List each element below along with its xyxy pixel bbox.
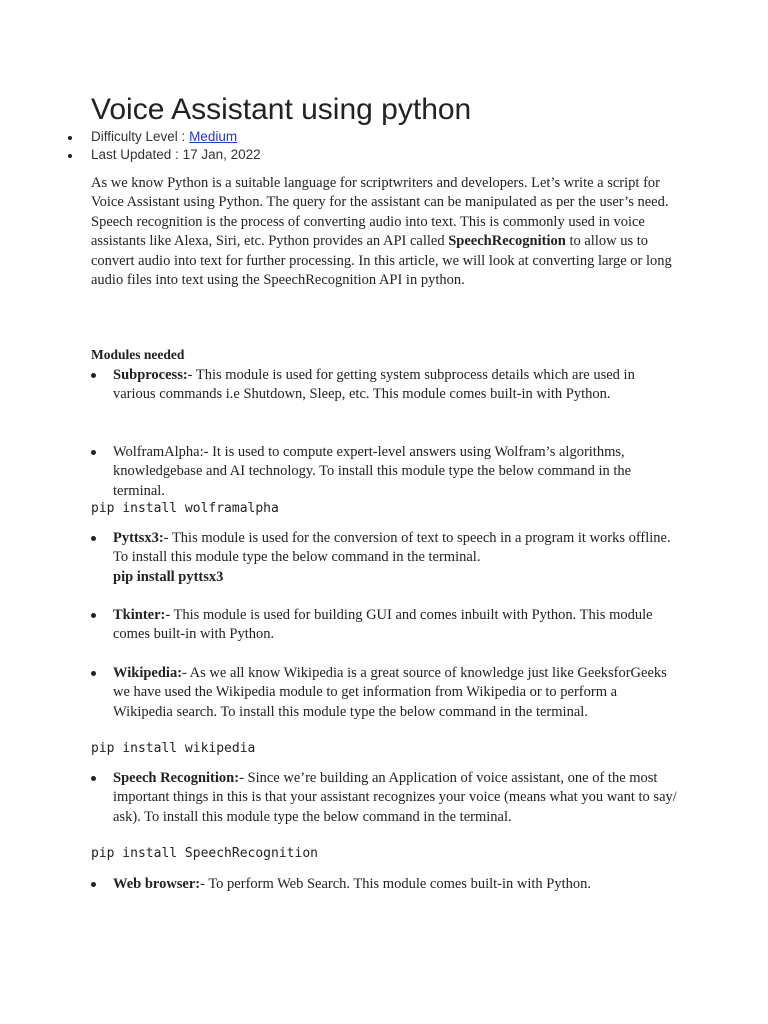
updated-label: Last Updated : [91,147,179,162]
difficulty-label: Difficulty Level : [91,129,186,144]
page-title: Voice Assistant using python [91,93,472,126]
module-item-subprocess [113,366,678,405]
difficulty-link[interactable]: Medium [189,129,238,144]
module-desc: - This module is used for getting system subprocess details which are used in various commands i.e Shutdown, Sleep, etc. This module comes built-in with Python. [113,367,635,403]
code-pyttsx3: pip install pyttsx3 [113,568,224,585]
module-desc: - It is used to compute expert-level answers using Wolfram’s algorithms, knowledgebase and AI technology. To install this module type the below command in the terminal. [113,444,632,499]
article-intro [91,174,681,290]
intro-paragraph-2 [91,213,681,291]
modules-heading: Modules needed [91,347,185,362]
module-item-wikipedia [113,664,678,722]
intro-paragraph-1: As we know Python is a suitable language for scriptwriters and developers. Let’s write a script for Voice Assistant using Python. The query for the assistant can be manipulated as per the user’s need. [91,175,669,211]
difficulty-item [0,128,261,146]
module-name: WolframAlpha: [113,444,204,460]
module-desc: - As we all know Wikipedia is a great source of knowledge just like GeeksforGeeks we have used the Wikipedia module to get information from Wikipedia or to perform a Wikipedia search. To install this module type the below command in the terminal. [113,665,667,720]
api-name: SpeechRecognition [448,233,566,250]
module-name: Web browser: [113,876,201,892]
module-name: Subprocess: [113,367,188,383]
module-item-pyttsx3 [113,529,678,587]
intro-text-a: Speech recognition is the process of converting audio into text. This is commonly used in voice assistants like Alexa, Siri, etc. Python provides an API called [91,213,645,250]
module-item-wolframalpha [113,443,678,501]
article-meta [0,128,261,164]
module-desc: - This module is used for the conversion of text to speech in a program it works offline. To install this module type the below command in the terminal. [113,530,671,566]
code-speechrecognition: pip install SpeechRecognition [91,846,318,861]
module-desc: - Since we’re building an Application of voice assistant, one of the most important things in this is that your assistant recognizes your voice (means what you want to say/ ask). To install this module type the below command in the terminal. [113,770,677,825]
module-item-speech-recognition [113,769,678,827]
module-desc: - To perform Web Search. This module comes built-in with Python. [200,876,592,892]
module-desc: - This module is used for building GUI and comes inbuilt with Python. This module comes built-in with Python. [113,607,653,643]
module-name: Tkinter: [113,607,166,623]
intro-text-c: to allow us to convert audio into text for further processing. In this article, we will look at converting large or long audio files into text using the SpeechRecognition API in python. [91,233,672,289]
module-name: Pyttsx3: [113,530,164,546]
module-name: Wikipedia: [113,665,183,681]
code-wikipedia: pip install wikipedia [91,741,256,756]
code-wolframalpha: pip install wolframalpha [91,501,279,516]
module-item-web-browser [113,875,678,894]
updated-item [0,146,261,164]
module-item-tkinter [113,606,678,645]
module-name: Speech Recognition: [113,770,240,786]
updated-date: 17 Jan, 2022 [182,147,261,162]
